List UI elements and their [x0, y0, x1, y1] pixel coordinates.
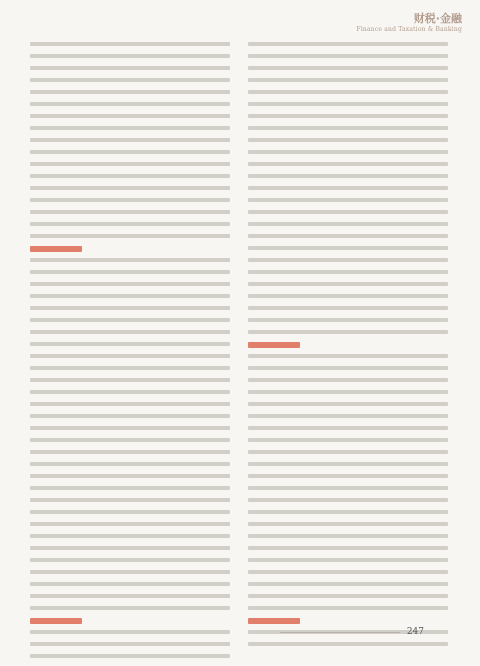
text-line [30, 558, 230, 562]
text-line [30, 210, 230, 214]
text-line [30, 498, 230, 502]
text-line [30, 330, 230, 334]
text-line [248, 150, 448, 154]
text-line [30, 282, 230, 286]
section-tag [30, 618, 82, 624]
text-line [248, 282, 448, 286]
text-line [30, 534, 230, 538]
text-line [248, 438, 448, 442]
text-line [30, 126, 230, 130]
text-line [30, 654, 230, 658]
text-line [248, 402, 448, 406]
text-line [248, 162, 448, 166]
text-line [30, 174, 230, 178]
text-line [248, 498, 448, 502]
right-column [248, 42, 448, 654]
text-line [30, 486, 230, 490]
text-line [248, 414, 448, 418]
text-line [30, 366, 230, 370]
text-line [248, 258, 448, 262]
text-line [30, 54, 230, 58]
text-line [30, 90, 230, 94]
text-line [30, 474, 230, 478]
text-line [248, 474, 448, 478]
text-line [248, 198, 448, 202]
text-line [248, 354, 448, 358]
text-line [30, 450, 230, 454]
text-line [30, 222, 230, 226]
text-line [30, 102, 230, 106]
text-line [30, 546, 230, 550]
text-line [30, 438, 230, 442]
text-line [30, 162, 230, 166]
text-line [248, 366, 448, 370]
section-subtitle: Finance and Taxation & Banking [356, 26, 462, 33]
left-column [30, 42, 230, 666]
text-line [248, 294, 448, 298]
text-line [248, 594, 448, 598]
text-line [248, 450, 448, 454]
text-line [248, 222, 448, 226]
text-line [30, 462, 230, 466]
text-line [248, 270, 448, 274]
text-line [30, 390, 230, 394]
running-header [356, 10, 462, 33]
text-line [248, 570, 448, 574]
text-line [248, 42, 448, 46]
text-line [248, 606, 448, 610]
text-line [248, 642, 448, 646]
text-line [248, 114, 448, 118]
text-line [30, 594, 230, 598]
text-line [248, 126, 448, 130]
text-line [248, 378, 448, 382]
text-line [30, 198, 230, 202]
text-line [248, 174, 448, 178]
text-line [248, 534, 448, 538]
text-line [248, 210, 448, 214]
text-line [248, 582, 448, 586]
text-line [30, 234, 230, 238]
text-line [30, 294, 230, 298]
text-line [30, 138, 230, 142]
text-line [30, 354, 230, 358]
text-line [30, 270, 230, 274]
text-line [30, 378, 230, 382]
text-line [248, 90, 448, 94]
text-line [248, 390, 448, 394]
text-line [30, 258, 230, 262]
text-line [30, 522, 230, 526]
text-line [30, 606, 230, 610]
text-line [30, 570, 230, 574]
section-tag [248, 618, 300, 624]
text-line [30, 582, 230, 586]
text-line [248, 522, 448, 526]
text-line [248, 54, 448, 58]
section-tag [30, 246, 82, 252]
text-line [30, 306, 230, 310]
section-tag [248, 342, 300, 348]
text-line [248, 330, 448, 334]
text-line [30, 402, 230, 406]
text-line [248, 66, 448, 70]
text-line [248, 138, 448, 142]
text-line [248, 510, 448, 514]
text-line [248, 246, 448, 250]
text-line [248, 102, 448, 106]
text-line [248, 306, 448, 310]
text-line [248, 234, 448, 238]
text-line [248, 558, 448, 562]
text-line [248, 426, 448, 430]
text-line [30, 186, 230, 190]
text-line [30, 414, 230, 418]
text-line [248, 486, 448, 490]
text-line [30, 630, 230, 634]
text-line [30, 42, 230, 46]
text-line [30, 150, 230, 154]
text-line [30, 510, 230, 514]
text-line [30, 342, 230, 346]
section-title: 财税·金融 [413, 12, 462, 25]
text-line [30, 66, 230, 70]
text-line [30, 114, 230, 118]
text-line [30, 426, 230, 430]
text-line [248, 546, 448, 550]
text-line [248, 186, 448, 190]
text-line [30, 642, 230, 646]
text-line [248, 462, 448, 466]
text-line [248, 318, 448, 322]
footer-rule [280, 632, 400, 633]
text-line [30, 318, 230, 322]
text-line [30, 78, 230, 82]
text-line [248, 78, 448, 82]
page-number: 247 [406, 627, 424, 637]
